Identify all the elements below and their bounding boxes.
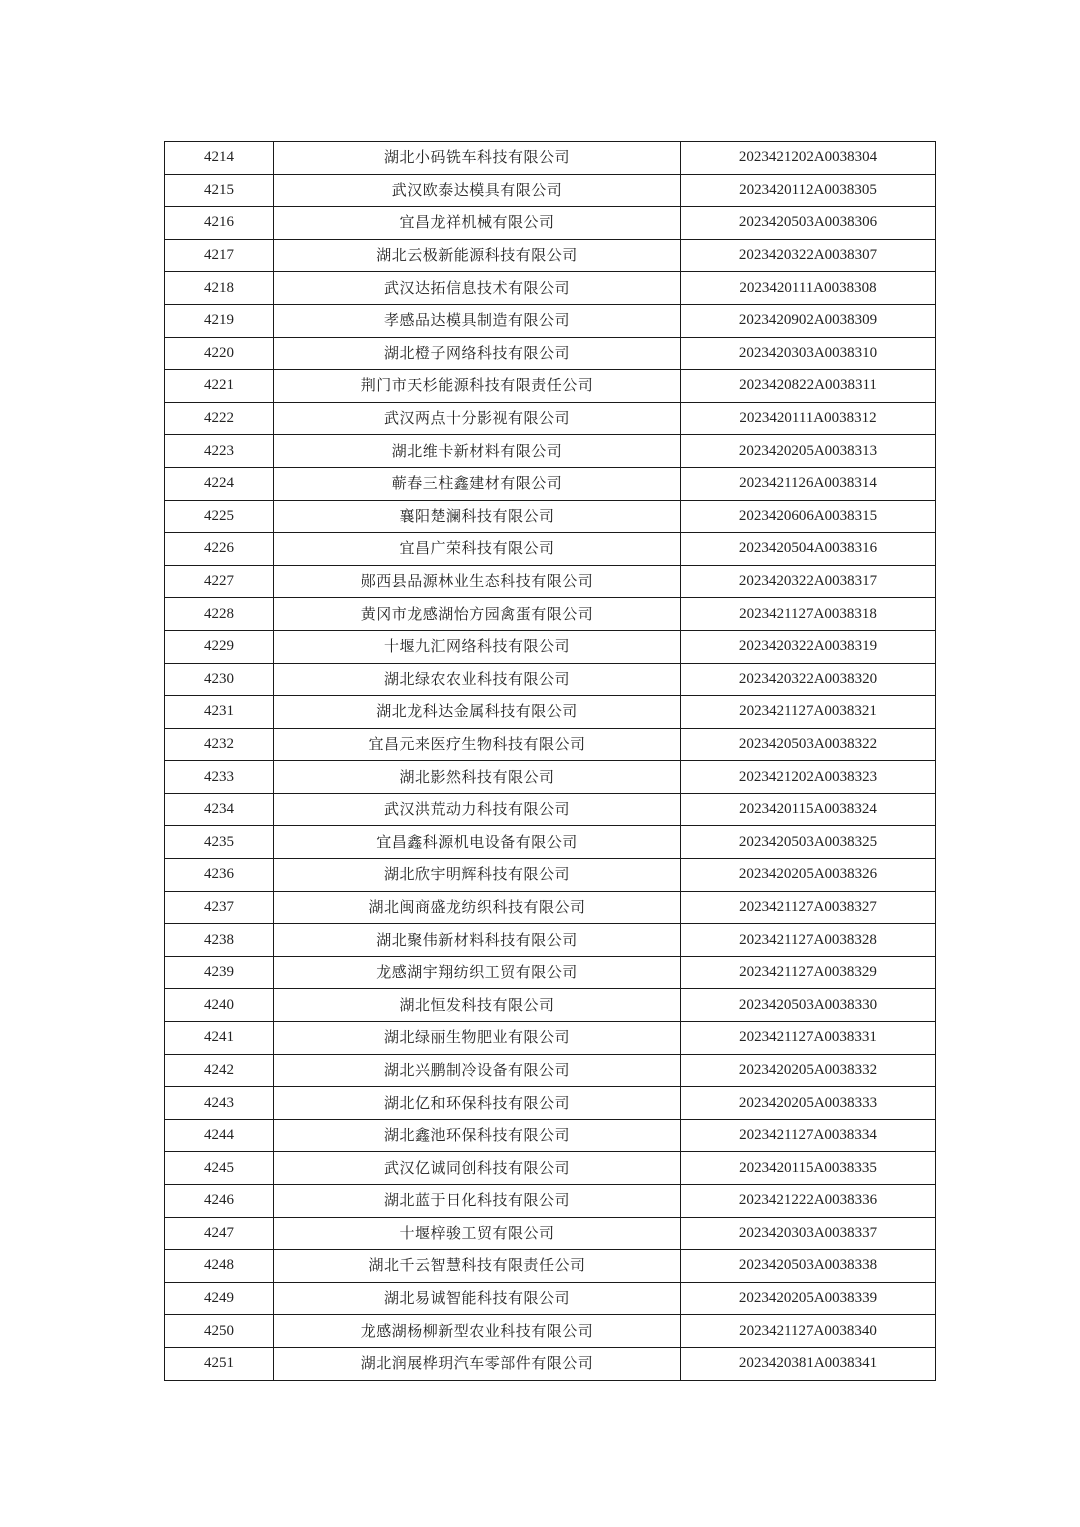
registration-code-cell: 2023420322A0038317 bbox=[681, 565, 936, 598]
row-number-cell: 4250 bbox=[165, 1315, 274, 1348]
company-name-cell: 武汉洪荒动力科技有限公司 bbox=[274, 793, 681, 826]
company-name-cell: 湖北欣宇明辉科技有限公司 bbox=[274, 859, 681, 892]
row-number-cell: 4224 bbox=[165, 467, 274, 500]
row-number-cell: 4214 bbox=[165, 142, 274, 175]
row-number-cell: 4241 bbox=[165, 1022, 274, 1055]
table-row bbox=[165, 598, 936, 631]
registration-code-cell: 2023421222A0038336 bbox=[681, 1185, 936, 1218]
registration-code-cell: 2023421126A0038314 bbox=[681, 467, 936, 500]
table-row bbox=[165, 1185, 936, 1218]
company-name-cell: 湖北千云智慧科技有限责任公司 bbox=[274, 1250, 681, 1283]
table-row bbox=[165, 370, 936, 403]
table-row bbox=[165, 1315, 936, 1348]
registration-code-cell: 2023421202A0038323 bbox=[681, 761, 936, 794]
table-row bbox=[165, 500, 936, 533]
row-number-cell: 4249 bbox=[165, 1282, 274, 1315]
table-row bbox=[165, 174, 936, 207]
registration-code-cell: 2023420322A0038319 bbox=[681, 630, 936, 663]
row-number-cell: 4227 bbox=[165, 565, 274, 598]
company-name-cell: 武汉亿诚同创科技有限公司 bbox=[274, 1152, 681, 1185]
registration-code-cell: 2023420205A0038332 bbox=[681, 1054, 936, 1087]
company-name-cell: 湖北易诚智能科技有限公司 bbox=[274, 1282, 681, 1315]
row-number-cell: 4238 bbox=[165, 924, 274, 957]
registration-code-cell: 2023420902A0038309 bbox=[681, 304, 936, 337]
table-row bbox=[165, 696, 936, 729]
company-name-cell: 武汉欧泰达模具有限公司 bbox=[274, 174, 681, 207]
row-number-cell: 4245 bbox=[165, 1152, 274, 1185]
registration-code-cell: 2023420111A0038312 bbox=[681, 402, 936, 435]
row-number-cell: 4230 bbox=[165, 663, 274, 696]
registration-code-cell: 2023420205A0038339 bbox=[681, 1282, 936, 1315]
registration-code-cell: 2023421127A0038328 bbox=[681, 924, 936, 957]
registration-code-cell: 2023420303A0038337 bbox=[681, 1217, 936, 1250]
table-row bbox=[165, 924, 936, 957]
company-name-cell: 武汉达拓信息技术有限公司 bbox=[274, 272, 681, 305]
registration-code-cell: 2023420503A0038338 bbox=[681, 1250, 936, 1283]
company-name-cell: 龙感湖宇翔纺织工贸有限公司 bbox=[274, 956, 681, 989]
table-row bbox=[165, 533, 936, 566]
table-row bbox=[165, 793, 936, 826]
registration-code-cell: 2023420503A0038325 bbox=[681, 826, 936, 859]
row-number-cell: 4246 bbox=[165, 1185, 274, 1218]
row-number-cell: 4247 bbox=[165, 1217, 274, 1250]
company-name-cell: 湖北亿和环保科技有限公司 bbox=[274, 1087, 681, 1120]
registration-code-cell: 2023421127A0038334 bbox=[681, 1119, 936, 1152]
row-number-cell: 4244 bbox=[165, 1119, 274, 1152]
row-number-cell: 4248 bbox=[165, 1250, 274, 1283]
registration-code-cell: 2023420112A0038305 bbox=[681, 174, 936, 207]
company-name-cell: 孝感品达模具制造有限公司 bbox=[274, 304, 681, 337]
row-number-cell: 4216 bbox=[165, 207, 274, 240]
company-name-cell: 荆门市天杉能源科技有限责任公司 bbox=[274, 370, 681, 403]
registration-code-cell: 2023420205A0038326 bbox=[681, 859, 936, 892]
table-row bbox=[165, 1152, 936, 1185]
registration-code-cell: 2023420822A0038311 bbox=[681, 370, 936, 403]
registration-code-cell: 2023420606A0038315 bbox=[681, 500, 936, 533]
registration-code-cell: 2023420503A0038306 bbox=[681, 207, 936, 240]
registry-table-body bbox=[165, 142, 936, 1381]
table-row bbox=[165, 956, 936, 989]
registration-code-cell: 2023420322A0038320 bbox=[681, 663, 936, 696]
row-number-cell: 4229 bbox=[165, 630, 274, 663]
row-number-cell: 4223 bbox=[165, 435, 274, 468]
row-number-cell: 4234 bbox=[165, 793, 274, 826]
company-name-cell: 宜昌元来医疗生物科技有限公司 bbox=[274, 728, 681, 761]
company-name-cell: 十堰梓骏工贸有限公司 bbox=[274, 1217, 681, 1250]
company-name-cell: 宜昌广荣科技有限公司 bbox=[274, 533, 681, 566]
company-name-cell: 湖北闽商盛龙纺织科技有限公司 bbox=[274, 891, 681, 924]
company-name-cell: 湖北云极新能源科技有限公司 bbox=[274, 239, 681, 272]
company-name-cell: 湖北龙科达金属科技有限公司 bbox=[274, 696, 681, 729]
company-name-cell: 十堰九汇网络科技有限公司 bbox=[274, 630, 681, 663]
registration-code-cell: 2023421127A0038318 bbox=[681, 598, 936, 631]
row-number-cell: 4251 bbox=[165, 1347, 274, 1380]
row-number-cell: 4217 bbox=[165, 239, 274, 272]
row-number-cell: 4226 bbox=[165, 533, 274, 566]
table-row bbox=[165, 435, 936, 468]
row-number-cell: 4237 bbox=[165, 891, 274, 924]
table-row bbox=[165, 761, 936, 794]
table-row bbox=[165, 1217, 936, 1250]
table-row bbox=[165, 1250, 936, 1283]
row-number-cell: 4222 bbox=[165, 402, 274, 435]
row-number-cell: 4235 bbox=[165, 826, 274, 859]
company-name-cell: 郧西县品源林业生态科技有限公司 bbox=[274, 565, 681, 598]
registration-code-cell: 2023420205A0038333 bbox=[681, 1087, 936, 1120]
table-row bbox=[165, 142, 936, 175]
table-row bbox=[165, 826, 936, 859]
registration-code-cell: 2023420503A0038322 bbox=[681, 728, 936, 761]
row-number-cell: 4242 bbox=[165, 1054, 274, 1087]
registration-code-cell: 2023420504A0038316 bbox=[681, 533, 936, 566]
row-number-cell: 4232 bbox=[165, 728, 274, 761]
row-number-cell: 4220 bbox=[165, 337, 274, 370]
company-name-cell: 湖北橙子网络科技有限公司 bbox=[274, 337, 681, 370]
table-row bbox=[165, 989, 936, 1022]
row-number-cell: 4218 bbox=[165, 272, 274, 305]
table-row bbox=[165, 402, 936, 435]
table-row bbox=[165, 728, 936, 761]
registration-code-cell: 2023420205A0038313 bbox=[681, 435, 936, 468]
table-row bbox=[165, 1054, 936, 1087]
row-number-cell: 4221 bbox=[165, 370, 274, 403]
table-row bbox=[165, 337, 936, 370]
registration-code-cell: 2023420111A0038308 bbox=[681, 272, 936, 305]
registration-code-cell: 2023420303A0038310 bbox=[681, 337, 936, 370]
row-number-cell: 4228 bbox=[165, 598, 274, 631]
company-name-cell: 湖北兴鹏制冷设备有限公司 bbox=[274, 1054, 681, 1087]
company-name-cell: 湖北润展桦玥汽车零部件有限公司 bbox=[274, 1347, 681, 1380]
company-name-cell: 湖北蓝于日化科技有限公司 bbox=[274, 1185, 681, 1218]
registration-code-cell: 2023421202A0038304 bbox=[681, 142, 936, 175]
company-name-cell: 湖北鑫池环保科技有限公司 bbox=[274, 1119, 681, 1152]
registration-code-cell: 2023420115A0038335 bbox=[681, 1152, 936, 1185]
row-number-cell: 4239 bbox=[165, 956, 274, 989]
company-name-cell: 湖北绿农农业科技有限公司 bbox=[274, 663, 681, 696]
registration-code-cell: 2023421127A0038329 bbox=[681, 956, 936, 989]
row-number-cell: 4231 bbox=[165, 696, 274, 729]
company-registry-table bbox=[164, 141, 936, 1381]
table-row bbox=[165, 1119, 936, 1152]
company-name-cell: 湖北恒发科技有限公司 bbox=[274, 989, 681, 1022]
table-row bbox=[165, 565, 936, 598]
table-row bbox=[165, 1347, 936, 1380]
company-name-cell: 湖北聚伟新材料科技有限公司 bbox=[274, 924, 681, 957]
company-name-cell: 襄阳楚澜科技有限公司 bbox=[274, 500, 681, 533]
registration-code-cell: 2023421127A0038331 bbox=[681, 1022, 936, 1055]
company-name-cell: 湖北影然科技有限公司 bbox=[274, 761, 681, 794]
registration-code-cell: 2023421127A0038321 bbox=[681, 696, 936, 729]
registration-code-cell: 2023421127A0038340 bbox=[681, 1315, 936, 1348]
table-row bbox=[165, 272, 936, 305]
registration-code-cell: 2023421127A0038327 bbox=[681, 891, 936, 924]
registration-code-cell: 2023420322A0038307 bbox=[681, 239, 936, 272]
company-name-cell: 湖北绿丽生物肥业有限公司 bbox=[274, 1022, 681, 1055]
company-name-cell: 蕲春三柱鑫建材有限公司 bbox=[274, 467, 681, 500]
registration-code-cell: 2023420115A0038324 bbox=[681, 793, 936, 826]
table-row bbox=[165, 1087, 936, 1120]
row-number-cell: 4240 bbox=[165, 989, 274, 1022]
company-name-cell: 湖北维卡新材料有限公司 bbox=[274, 435, 681, 468]
row-number-cell: 4243 bbox=[165, 1087, 274, 1120]
row-number-cell: 4236 bbox=[165, 859, 274, 892]
table-row bbox=[165, 859, 936, 892]
table-row bbox=[165, 207, 936, 240]
registration-code-cell: 2023420503A0038330 bbox=[681, 989, 936, 1022]
table-row bbox=[165, 630, 936, 663]
registration-code-cell: 2023420381A0038341 bbox=[681, 1347, 936, 1380]
table-row bbox=[165, 467, 936, 500]
row-number-cell: 4215 bbox=[165, 174, 274, 207]
company-name-cell: 湖北小码铣车科技有限公司 bbox=[274, 142, 681, 175]
row-number-cell: 4225 bbox=[165, 500, 274, 533]
table-row bbox=[165, 1282, 936, 1315]
company-name-cell: 武汉两点十分影视有限公司 bbox=[274, 402, 681, 435]
company-name-cell: 龙感湖杨柳新型农业科技有限公司 bbox=[274, 1315, 681, 1348]
company-name-cell: 宜昌鑫科源机电设备有限公司 bbox=[274, 826, 681, 859]
table-row bbox=[165, 304, 936, 337]
company-name-cell: 黄冈市龙感湖怡方园禽蛋有限公司 bbox=[274, 598, 681, 631]
table-row bbox=[165, 239, 936, 272]
company-name-cell: 宜昌龙祥机械有限公司 bbox=[274, 207, 681, 240]
row-number-cell: 4233 bbox=[165, 761, 274, 794]
table-row bbox=[165, 663, 936, 696]
row-number-cell: 4219 bbox=[165, 304, 274, 337]
table-row bbox=[165, 891, 936, 924]
table-row bbox=[165, 1022, 936, 1055]
